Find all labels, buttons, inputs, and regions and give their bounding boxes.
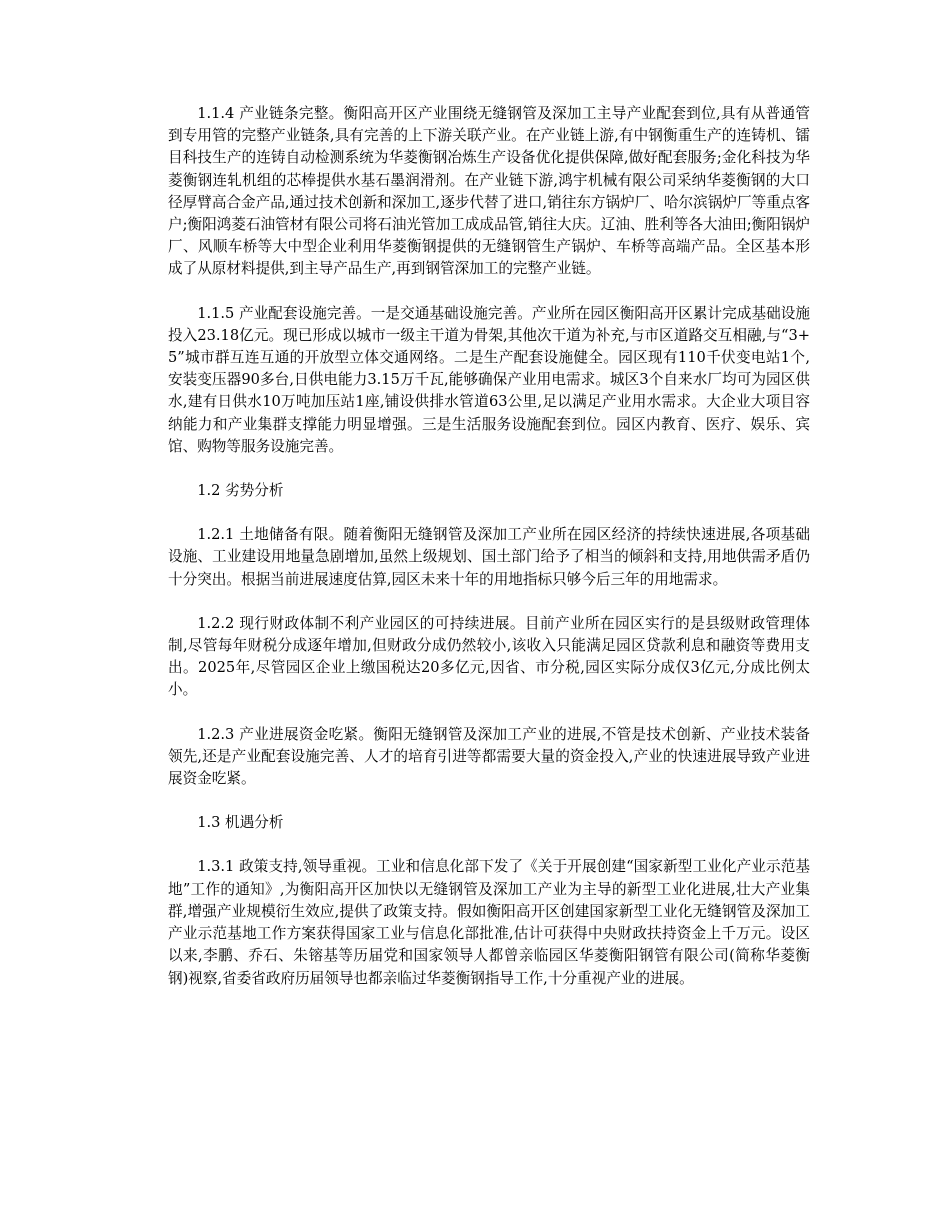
paragraph-1-3-1: 1.3.1 政策支持,领导重视。工业和信息化部下发了《关于开展创建“国家新型工业化产业示范基地”工作的通知》,为衡阳高开区加快以无缝钢管及深加工产业为主导的新型工业化进展,壮大产业集群,增强产业规模衍生效应,提供了政策支持。假如衡阳高开区创建国家新型工业化无缝钢管及深加工产业示范基地工作方案获得国家工业与信息化部批准,估计可获得中央财政扶持资金上千万元。设区以来,李鹏、乔石、朱镕基等历届党和国家领导人都曾亲临园区华菱衡阳钢管有限公司(简称华菱衡钢)视察,省委省政府历届领导也都亲临过华菱衡钢指导工作,十分重视产业的进展。: [168, 858, 810, 987]
paragraph-1-1-5: 1.1.5 产业配套设施完善。一是交通基础设施完善。产业所在园区衡阳高开区累计完成基础设施投入23.18亿元。现已形成以城市一级主干道为骨架,其他次干道为补充,与市区道路交互相融,与“3+5”城市群互连互通的开放型立体交通网络。二是生产配套设施健全。园区现有110千伏变电站1个,安装变压器90多台,日供电能力3.15万千瓦,能够确保产业用电需求。城区3个自来水厂均可为园区供水,建有日供水10万吨加压站1座,铺设供排水管道63公里,足以满足产业用水需求。大企业大项目容纳能力和产业集群支撑能力明显增强。三是生活服务设施配套到位。园区内教育、医疗、娱乐、宾馆、购物等服务设施完善。: [168, 304, 810, 455]
paragraph-1-2-3: 1.2.3 产业进展资金吃紧。衡阳无缝钢管及深加工产业的进展,不管是技术创新、产业技术装备领先,还是产业配套设施完善、人才的培育引进等都需要大量的资金投入,产业的快速进展导致产业进展资金吃紧。: [168, 725, 810, 788]
paragraph-1-2-2: 1.2.2 现行财政体制不利产业园区的可持续进展。目前产业所在园区实行的是县级财政管理体制,尽管每年财税分成逐年增加,但财政分成仍然较小,该收入只能满足园区贷款利息和融资等费用支出。2025年,尽管园区企业上缴国税达20多亿元,因省、市分税,园区实际分成仅3亿元,分成比例太小。: [168, 614, 810, 699]
section-heading-1-2: 1.2 劣势分析: [197, 482, 284, 500]
paragraph-1-2-1: 1.2.1 土地储备有限。随着衡阳无缝钢管及深加工产业所在园区经济的持续快速进展,各项基础设施、工业建设用地量急剧增加,虽然上级规划、国土部门给予了相当的倾斜和支持,用地供需矛盾仍十分突出。根据当前进展速度估算,园区未来十年的用地指标只够今后三年的用地需求。: [168, 526, 810, 588]
paragraph-1-1-4: 1.1.4 产业链条完整。衡阳高开区产业围绕无缝钢管及深加工主导产业配套到位,具有从普通管到专用管的完整产业链条,具有完善的上下游关联产业。在产业链上游,有中钢衡重生产的连铸机、镭目科技生产的连铸自动检测系统为华菱衡钢冶炼生产设备优化提供保障,做好配套服务;金化科技为华菱衡钢连轧机组的芯棒提供水基石墨润滑剂。在产业链下游,鸿宇机械有限公司采纳华菱衡钢的大口径厚臂高合金产品,通过技术创新和深加工,逐步代替了进口,销往东方锅炉厂、哈尔滨锅炉厂等重点客户;衡阳鸿菱石油管材有限公司将石油光管加工成成品管,销往大庆。辽油、胜利等各大油田;衡阳锅炉厂、风顺车桥等大中型企业利用华菱衡钢提供的无缝钢管生产锅炉、车桥等高端产品。全区基本形成了从原材料提供,到主导产品生产,再到钢管深加工的完整产业链。: [168, 105, 811, 278]
section-heading-1-3: 1.3 机遇分析: [197, 814, 284, 832]
document-page: [168, 103, 810, 1012]
